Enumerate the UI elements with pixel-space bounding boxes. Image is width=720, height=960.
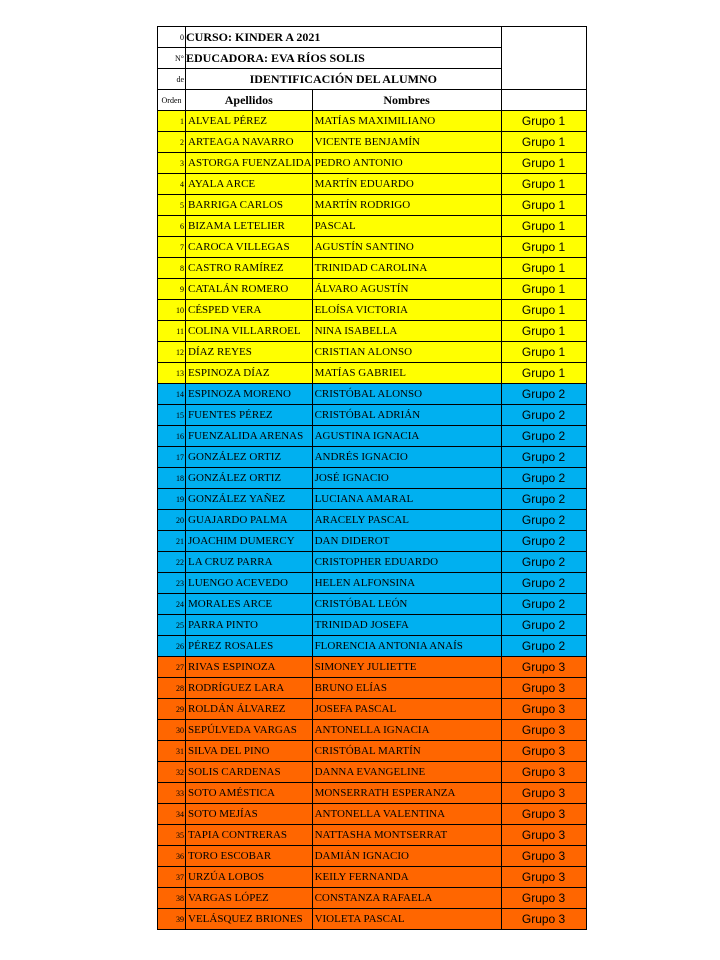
nombres-cell: CRISTÓBAL MARTÍN xyxy=(312,741,501,762)
order-number-cell: 12 xyxy=(158,342,186,363)
apellidos-cell: VELÁSQUEZ BRIONES xyxy=(186,909,313,930)
apellidos-cell: DÍAZ REYES xyxy=(186,342,313,363)
orden-header: Orden xyxy=(158,90,186,111)
grupo-cell: Grupo 2 xyxy=(501,426,586,447)
grupo-cell: Grupo 1 xyxy=(501,363,586,384)
apellidos-cell: SEPÚLVEDA VARGAS xyxy=(186,720,313,741)
nombres-cell: VICENTE BENJAMÍN xyxy=(312,132,501,153)
table-row xyxy=(158,657,587,678)
table-row xyxy=(158,594,587,615)
table-row xyxy=(158,342,587,363)
order-number-cell: 1 xyxy=(158,111,186,132)
nombres-cell: LUCIANA AMARAL xyxy=(312,489,501,510)
table-row xyxy=(158,237,587,258)
apellidos-cell: SOTO MEJÍAS xyxy=(186,804,313,825)
order-number-cell: 33 xyxy=(158,783,186,804)
order-number-cell: 11 xyxy=(158,321,186,342)
table-row xyxy=(158,720,587,741)
student-list-table xyxy=(157,26,587,930)
table-row xyxy=(158,846,587,867)
apellidos-cell: TORO ESCOBAR xyxy=(186,846,313,867)
nombres-cell: TRINIDAD JOSEFA xyxy=(312,615,501,636)
order-number-cell: 30 xyxy=(158,720,186,741)
order-number-cell: 2 xyxy=(158,132,186,153)
grupo-cell: Grupo 3 xyxy=(501,888,586,909)
table-row xyxy=(158,909,587,930)
order-number-cell: 39 xyxy=(158,909,186,930)
grupo-cell: Grupo 2 xyxy=(501,531,586,552)
apellidos-cell: MORALES ARCE xyxy=(186,594,313,615)
order-number-cell: 38 xyxy=(158,888,186,909)
apellidos-cell: ALVEAL PÉREZ xyxy=(186,111,313,132)
order-number-cell: 16 xyxy=(158,426,186,447)
table-row xyxy=(158,888,587,909)
order-number-cell: 10 xyxy=(158,300,186,321)
order-number-cell: 34 xyxy=(158,804,186,825)
order-number-cell: 13 xyxy=(158,363,186,384)
header-row-curso xyxy=(158,27,587,48)
grupo-cell: Grupo 2 xyxy=(501,573,586,594)
table-row xyxy=(158,384,587,405)
apellidos-cell: RODRÍGUEZ LARA xyxy=(186,678,313,699)
apellidos-cell: ROLDÁN ÁLVAREZ xyxy=(186,699,313,720)
apellidos-cell: SOLIS CARDENAS xyxy=(186,762,313,783)
grupo-cell: Grupo 2 xyxy=(501,447,586,468)
grupo-cell: Grupo 3 xyxy=(501,867,586,888)
grupo-cell: Grupo 1 xyxy=(501,111,586,132)
apellidos-cell: URZÚA LOBOS xyxy=(186,867,313,888)
nombres-cell: MATÍAS GABRIEL xyxy=(312,363,501,384)
grupo-cell: Grupo 3 xyxy=(501,846,586,867)
grupo-cell: Grupo 1 xyxy=(501,300,586,321)
table-row xyxy=(158,573,587,594)
nombres-cell: NINA ISABELLA xyxy=(312,321,501,342)
nombres-cell: MARTÍN EDUARDO xyxy=(312,174,501,195)
table-row xyxy=(158,426,587,447)
nombres-cell: TRINIDAD CAROLINA xyxy=(312,258,501,279)
grupo-cell: Grupo 2 xyxy=(501,384,586,405)
nombres-cell: JOSÉ IGNACIO xyxy=(312,468,501,489)
order-number-cell: 4 xyxy=(158,174,186,195)
nombres-cell: CRISTÓBAL ADRIÁN xyxy=(312,405,501,426)
table-row xyxy=(158,447,587,468)
column-header-row xyxy=(158,90,587,111)
grupo-cell: Grupo 3 xyxy=(501,678,586,699)
nombres-cell: AGUSTÍN SANTINO xyxy=(312,237,501,258)
header-blank-cell xyxy=(501,27,586,90)
order-number-cell: 6 xyxy=(158,216,186,237)
apellidos-cell: PARRA PINTO xyxy=(186,615,313,636)
teacher-name: EDUCADORA: EVA RÍOS SOLIS xyxy=(186,48,502,69)
grupo-cell: Grupo 1 xyxy=(501,321,586,342)
apellidos-cell: ASTORGA FUENZALIDA xyxy=(186,153,313,174)
nombres-cell: CRISTÓBAL LEÓN xyxy=(312,594,501,615)
nombres-cell: MARTÍN RODRIGO xyxy=(312,195,501,216)
apellidos-cell: CASTRO RAMÍREZ xyxy=(186,258,313,279)
grupo-cell: Grupo 3 xyxy=(501,657,586,678)
apellidos-cell: GUAJARDO PALMA xyxy=(186,510,313,531)
table-row xyxy=(158,111,587,132)
order-number-cell: 37 xyxy=(158,867,186,888)
grupo-cell: Grupo 2 xyxy=(501,489,586,510)
order-number-cell: 28 xyxy=(158,678,186,699)
nombres-cell: CONSTANZA RAFAELA xyxy=(312,888,501,909)
nombres-cell: MATÍAS MAXIMILIANO xyxy=(312,111,501,132)
grupo-cell: Grupo 3 xyxy=(501,720,586,741)
row-label-de: de xyxy=(158,69,186,90)
grupo-cell: Grupo 3 xyxy=(501,762,586,783)
table-row xyxy=(158,153,587,174)
grupo-cell: Grupo 1 xyxy=(501,342,586,363)
nombres-cell: ANTONELLA IGNACIA xyxy=(312,720,501,741)
table-row xyxy=(158,300,587,321)
nombres-cell: PASCAL xyxy=(312,216,501,237)
apellidos-cell: CAROCA VILLEGAS xyxy=(186,237,313,258)
nombres-cell: KEILY FERNANDA xyxy=(312,867,501,888)
grupo-cell: Grupo 3 xyxy=(501,699,586,720)
order-number-cell: 23 xyxy=(158,573,186,594)
apellidos-cell: FUENTES PÉREZ xyxy=(186,405,313,426)
nombres-cell: BRUNO ELÍAS xyxy=(312,678,501,699)
table-row xyxy=(158,510,587,531)
grupo-header-blank xyxy=(501,90,586,111)
apellidos-cell: LUENGO ACEVEDO xyxy=(186,573,313,594)
order-number-cell: 26 xyxy=(158,636,186,657)
apellidos-cell: LA CRUZ PARRA xyxy=(186,552,313,573)
grupo-cell: Grupo 1 xyxy=(501,174,586,195)
grupo-cell: Grupo 1 xyxy=(501,237,586,258)
grupo-cell: Grupo 1 xyxy=(501,216,586,237)
order-number-cell: 18 xyxy=(158,468,186,489)
order-number-cell: 3 xyxy=(158,153,186,174)
table-row xyxy=(158,615,587,636)
table-row xyxy=(158,825,587,846)
grupo-cell: Grupo 1 xyxy=(501,153,586,174)
table-row xyxy=(158,762,587,783)
table-row xyxy=(158,363,587,384)
order-number-cell: 21 xyxy=(158,531,186,552)
apellidos-header: Apellidos xyxy=(186,90,313,111)
apellidos-cell: SILVA DEL PINO xyxy=(186,741,313,762)
apellidos-cell: GONZÁLEZ YAÑEZ xyxy=(186,489,313,510)
order-number-cell: 20 xyxy=(158,510,186,531)
grupo-cell: Grupo 2 xyxy=(501,552,586,573)
order-number-cell: 32 xyxy=(158,762,186,783)
order-number-cell: 5 xyxy=(158,195,186,216)
order-number-cell: 25 xyxy=(158,615,186,636)
apellidos-cell: TAPIA CONTRERAS xyxy=(186,825,313,846)
grupo-cell: Grupo 2 xyxy=(501,636,586,657)
nombres-cell: SIMONEY JULIETTE xyxy=(312,657,501,678)
nombres-cell: CRISTIAN ALONSO xyxy=(312,342,501,363)
table-row xyxy=(158,867,587,888)
row-label-n: N° xyxy=(158,48,186,69)
row-label-0: 0 xyxy=(158,27,186,48)
table-row xyxy=(158,804,587,825)
apellidos-cell: VARGAS LÓPEZ xyxy=(186,888,313,909)
grupo-cell: Grupo 1 xyxy=(501,195,586,216)
order-number-cell: 19 xyxy=(158,489,186,510)
order-number-cell: 29 xyxy=(158,699,186,720)
order-number-cell: 15 xyxy=(158,405,186,426)
table-row xyxy=(158,279,587,300)
table-row xyxy=(158,741,587,762)
grupo-cell: Grupo 1 xyxy=(501,258,586,279)
section-title: IDENTIFICACIÓN DEL ALUMNO xyxy=(186,69,502,90)
nombres-cell: ELOÍSA VICTORIA xyxy=(312,300,501,321)
apellidos-cell: GONZÁLEZ ORTIZ xyxy=(186,468,313,489)
table-body xyxy=(158,27,587,930)
table-row xyxy=(158,552,587,573)
apellidos-cell: SOTO AMÉSTICA xyxy=(186,783,313,804)
table-row xyxy=(158,783,587,804)
grupo-cell: Grupo 3 xyxy=(501,804,586,825)
grupo-cell: Grupo 2 xyxy=(501,468,586,489)
apellidos-cell: CATALÁN ROMERO xyxy=(186,279,313,300)
apellidos-cell: JOACHIM DUMERCY xyxy=(186,531,313,552)
nombres-cell: FLORENCIA ANTONIA ANAÍS xyxy=(312,636,501,657)
order-number-cell: 35 xyxy=(158,825,186,846)
apellidos-cell: ESPINOZA MORENO xyxy=(186,384,313,405)
table-row xyxy=(158,195,587,216)
course-title: CURSO: KINDER A 2021 xyxy=(186,27,502,48)
apellidos-cell: GONZÁLEZ ORTIZ xyxy=(186,447,313,468)
order-number-cell: 7 xyxy=(158,237,186,258)
grupo-cell: Grupo 2 xyxy=(501,405,586,426)
apellidos-cell: BIZAMA LETELIER xyxy=(186,216,313,237)
order-number-cell: 17 xyxy=(158,447,186,468)
grupo-cell: Grupo 2 xyxy=(501,615,586,636)
order-number-cell: 31 xyxy=(158,741,186,762)
nombres-cell: MONSERRATH ESPERANZA xyxy=(312,783,501,804)
order-number-cell: 8 xyxy=(158,258,186,279)
grupo-cell: Grupo 1 xyxy=(501,279,586,300)
nombres-header: Nombres xyxy=(312,90,501,111)
table-row xyxy=(158,468,587,489)
nombres-cell: CRISTOPHER EDUARDO xyxy=(312,552,501,573)
apellidos-cell: PÉREZ ROSALES xyxy=(186,636,313,657)
nombres-cell: NATTASHA MONTSERRAT xyxy=(312,825,501,846)
table-row xyxy=(158,174,587,195)
grupo-cell: Grupo 2 xyxy=(501,510,586,531)
order-number-cell: 14 xyxy=(158,384,186,405)
nombres-cell: DAMIÁN IGNACIO xyxy=(312,846,501,867)
order-number-cell: 36 xyxy=(158,846,186,867)
grupo-cell: Grupo 3 xyxy=(501,825,586,846)
nombres-cell: HELEN ALFONSINA xyxy=(312,573,501,594)
nombres-cell: DANNA EVANGELINE xyxy=(312,762,501,783)
table-row xyxy=(158,216,587,237)
table-row xyxy=(158,321,587,342)
grupo-cell: Grupo 3 xyxy=(501,909,586,930)
table-row xyxy=(158,531,587,552)
apellidos-cell: RIVAS ESPINOZA xyxy=(186,657,313,678)
grupo-cell: Grupo 2 xyxy=(501,594,586,615)
apellidos-cell: COLINA VILLARROEL xyxy=(186,321,313,342)
grupo-cell: Grupo 3 xyxy=(501,783,586,804)
grupo-cell: Grupo 1 xyxy=(501,132,586,153)
nombres-cell: AGUSTINA IGNACIA xyxy=(312,426,501,447)
grupo-cell: Grupo 3 xyxy=(501,741,586,762)
apellidos-cell: BARRIGA CARLOS xyxy=(186,195,313,216)
apellidos-cell: AYALA ARCE xyxy=(186,174,313,195)
nombres-cell: ANTONELLA VALENTINA xyxy=(312,804,501,825)
nombres-cell: ÁLVARO AGUSTÍN xyxy=(312,279,501,300)
nombres-cell: ANDRÉS IGNACIO xyxy=(312,447,501,468)
table-row xyxy=(158,699,587,720)
nombres-cell: VIOLETA PASCAL xyxy=(312,909,501,930)
nombres-cell: ARACELY PASCAL xyxy=(312,510,501,531)
table-row xyxy=(158,489,587,510)
table-row xyxy=(158,405,587,426)
apellidos-cell: ARTEAGA NAVARRO xyxy=(186,132,313,153)
apellidos-cell: FUENZALIDA ARENAS xyxy=(186,426,313,447)
apellidos-cell: CÉSPED VERA xyxy=(186,300,313,321)
table-row xyxy=(158,678,587,699)
apellidos-cell: ESPINOZA DÍAZ xyxy=(186,363,313,384)
order-number-cell: 22 xyxy=(158,552,186,573)
nombres-cell: JOSEFA PASCAL xyxy=(312,699,501,720)
table-row xyxy=(158,636,587,657)
nombres-cell: DAN DIDEROT xyxy=(312,531,501,552)
order-number-cell: 27 xyxy=(158,657,186,678)
table-row xyxy=(158,132,587,153)
nombres-cell: CRISTÓBAL ALONSO xyxy=(312,384,501,405)
nombres-cell: PEDRO ANTONIO xyxy=(312,153,501,174)
order-number-cell: 24 xyxy=(158,594,186,615)
table-row xyxy=(158,258,587,279)
order-number-cell: 9 xyxy=(158,279,186,300)
